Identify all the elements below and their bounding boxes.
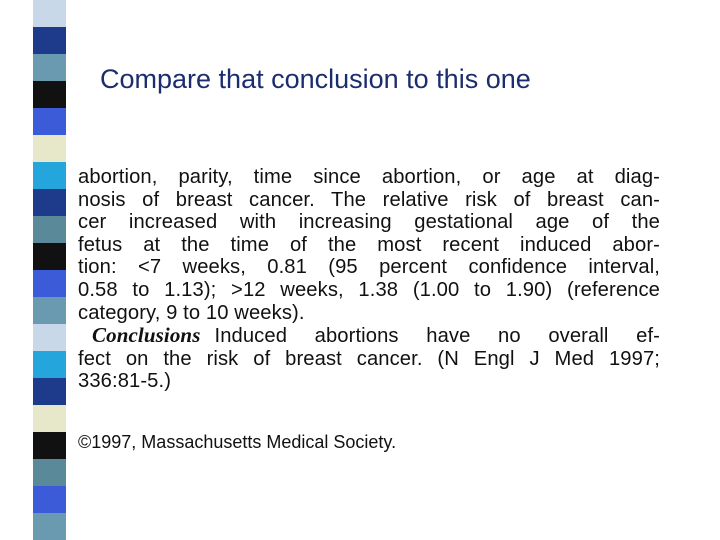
stripe-block bbox=[33, 81, 66, 108]
excerpt-line: 0.58 to 1.13); >12 weeks, 1.38 (1.00 to 1.90) (reference bbox=[78, 278, 660, 301]
conclusions-text: Induced abortions have no overall ef- bbox=[214, 325, 660, 348]
stripe-block bbox=[33, 405, 66, 432]
stripe-block bbox=[33, 459, 66, 486]
decorative-stripe bbox=[0, 0, 66, 540]
conclusions-line: 336:81-5.) bbox=[78, 370, 172, 393]
stripe-block bbox=[33, 243, 66, 270]
slide-title: Compare that conclusion to this one bbox=[100, 64, 531, 94]
stripe-block bbox=[33, 270, 66, 297]
stripe-block bbox=[33, 378, 66, 405]
conclusions-line: fect on the risk of breast cancer. (N Engl J Med 1997; bbox=[78, 347, 660, 370]
stripe-block bbox=[33, 297, 66, 324]
stripe-block bbox=[33, 27, 66, 54]
stripe-block bbox=[33, 108, 66, 135]
stripe-block bbox=[33, 162, 66, 189]
stripe-block bbox=[33, 135, 66, 162]
copyright-notice: ©1997, Massachusetts Medical Society. bbox=[78, 432, 397, 452]
stripe-block bbox=[33, 486, 66, 513]
conclusions-line bbox=[78, 324, 660, 348]
excerpt-line: category, 9 to 10 weeks). bbox=[78, 301, 305, 324]
stripe-block bbox=[33, 0, 66, 27]
stripe-block bbox=[33, 54, 66, 81]
stripe-block bbox=[33, 351, 66, 378]
stripe-block bbox=[33, 513, 66, 540]
excerpt-line: abortion, parity, time since abortion, or age at diag- bbox=[78, 166, 660, 188]
excerpt-line: cer increased with increasing gestational age of the bbox=[78, 211, 660, 234]
conclusions-heading: Conclusions bbox=[92, 323, 201, 348]
stripe-block bbox=[33, 432, 66, 459]
excerpt-line: nosis of breast cancer. The relative risk of breast can- bbox=[78, 188, 660, 211]
article-excerpt bbox=[78, 166, 660, 393]
stripe-block bbox=[33, 324, 66, 351]
stripe-block bbox=[33, 216, 66, 243]
excerpt-line: fetus at the time of the most recent induced abor- bbox=[78, 233, 660, 256]
excerpt-line: tion: <7 weeks, 0.81 (95 percent confidence interval, bbox=[78, 256, 660, 279]
stripe-block bbox=[33, 189, 66, 216]
